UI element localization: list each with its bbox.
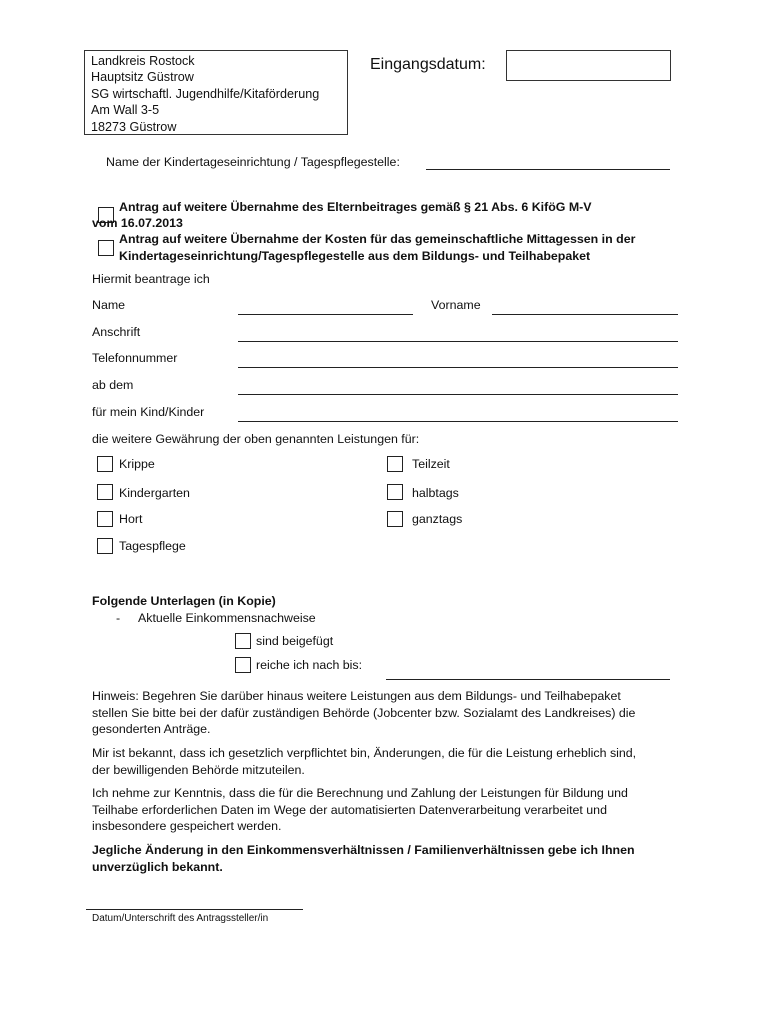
- hinweis-line: Hinweis: Begehren Sie darüber hinaus weitere Leistungen aus dem Bildungs- und Teilhabepaket: [92, 689, 621, 703]
- nachreichen-label: reiche ich nach bis:: [256, 658, 363, 672]
- tagespflege-checkbox[interactable]: [97, 538, 113, 554]
- aenderung-line: unverzüglich bekannt.: [92, 859, 223, 874]
- recipient-address-box: [84, 50, 348, 135]
- vorname-input-line[interactable]: [492, 314, 678, 315]
- telefon-input-line[interactable]: [238, 367, 678, 368]
- antrag-mittagessen-line2: Kindertageseinrichtung/Tagespflegestelle aus dem Bildungs- und Teilhabepaket: [119, 249, 591, 263]
- kind-input-line[interactable]: [238, 421, 678, 422]
- signature-line[interactable]: [86, 909, 303, 910]
- gewaehrung-text: die weitere Gewährung der oben genannten Leistungen für:: [92, 432, 420, 446]
- kenntnis-line: insbesondere gespeichert werden.: [92, 819, 282, 834]
- nachreichen-date-line[interactable]: [386, 679, 670, 680]
- halbtags-checkbox[interactable]: [387, 484, 403, 500]
- eingangsdatum-label: Eingangsdatum:: [370, 56, 486, 73]
- bekannt-line: der bewilligenden Behörde mitzuteilen.: [92, 762, 305, 777]
- hiermit-text: Hiermit beantrage ich: [92, 272, 210, 286]
- address-line: Hauptsitz Güstrow: [91, 70, 194, 85]
- nachreichen-checkbox[interactable]: [235, 657, 251, 673]
- address-line: Landkreis Rostock: [91, 54, 195, 68]
- ganztags-label: ganztags: [412, 512, 463, 526]
- anschrift-label: Anschrift: [92, 325, 141, 339]
- einkommensnachweise-label: Aktuelle Einkommensnachweise: [138, 611, 316, 625]
- unterlagen-heading: Folgende Unterlagen (in Kopie): [92, 594, 276, 608]
- krippe-label: Krippe: [119, 457, 155, 471]
- name-input-line[interactable]: [238, 314, 413, 315]
- halbtags-label: halbtags: [412, 486, 459, 500]
- bekannt-paragraph: [92, 745, 692, 778]
- teilzeit-label: Teilzeit: [412, 457, 450, 471]
- tagespflege-label: Tagespflege: [119, 539, 186, 553]
- beigefuegt-label: sind beigefügt: [256, 634, 334, 648]
- bekannt-line: Mir ist bekannt, dass ich gesetzlich verpflichtet bin, Änderungen, die für die Leistung erheblich sind,: [92, 746, 637, 760]
- unterlagen-dash: -: [116, 611, 121, 625]
- address-line: Am Wall 3-5: [91, 103, 160, 118]
- kindergarten-checkbox[interactable]: [97, 484, 113, 500]
- einrichtung-label: Name der Kindertageseinrichtung / Tagespflegestelle:: [106, 155, 400, 169]
- hinweis-line: stellen Sie bitte bei der dafür zuständigen Behörde (Jobcenter bzw. Sozialamt des Landkreises) die: [92, 705, 636, 720]
- anschrift-input-line[interactable]: [238, 341, 678, 342]
- vorname-label: Vorname: [431, 298, 481, 312]
- antrag-mittagessen-checkbox[interactable]: [98, 240, 114, 256]
- hort-checkbox[interactable]: [97, 511, 113, 527]
- beigefuegt-checkbox[interactable]: [235, 633, 251, 649]
- antrag-elternbeitrag-line2: vom 16.07.2013: [92, 216, 183, 230]
- ganztags-checkbox[interactable]: [387, 511, 403, 527]
- aenderung-line: Jegliche Änderung in den Einkommensverhältnissen / Familienverhältnissen gebe ich Ihnen: [92, 843, 635, 857]
- address-line: SG wirtschaftl. Jugendhilfe/Kitaförderung: [91, 86, 320, 101]
- kenntnis-paragraph: [92, 785, 692, 835]
- teilzeit-checkbox[interactable]: [387, 456, 403, 472]
- telefon-label: Telefonnummer: [92, 351, 178, 365]
- eingangsdatum-field[interactable]: [506, 50, 671, 81]
- kenntnis-line: Ich nehme zur Kenntnis, dass die für die Berechnung und Zahlung der Leistungen für Bildung und: [92, 786, 628, 800]
- ab-dem-label: ab dem: [92, 378, 134, 392]
- hort-label: Hort: [119, 512, 143, 526]
- aenderung-paragraph: [92, 842, 692, 875]
- signature-label: Datum/Unterschrift des Antragssteller/in: [92, 913, 269, 924]
- hinweis-line: gesonderten Anträge.: [92, 722, 211, 737]
- krippe-checkbox[interactable]: [97, 456, 113, 472]
- name-label: Name: [92, 298, 126, 312]
- antrag-elternbeitrag-line1: Antrag auf weitere Übernahme des Elternbeitrages gemäß § 21 Abs. 6 KiföG M-V: [119, 200, 592, 214]
- einrichtung-input-line[interactable]: [426, 169, 670, 170]
- hinweis-paragraph: [92, 688, 692, 738]
- kenntnis-line: Teilhabe erforderlichen Daten im Wege der automatisierten Datenverarbeitung verarbeitet und: [92, 802, 607, 817]
- kind-label: für mein Kind/Kinder: [92, 405, 205, 419]
- ab-dem-input-line[interactable]: [238, 394, 678, 395]
- address-line: 18273 Güstrow: [91, 119, 177, 134]
- antrag-mittagessen-line1: Antrag auf weitere Übernahme der Kosten für das gemeinschaftliche Mittagessen in der: [119, 232, 636, 246]
- kindergarten-label: Kindergarten: [119, 486, 190, 500]
